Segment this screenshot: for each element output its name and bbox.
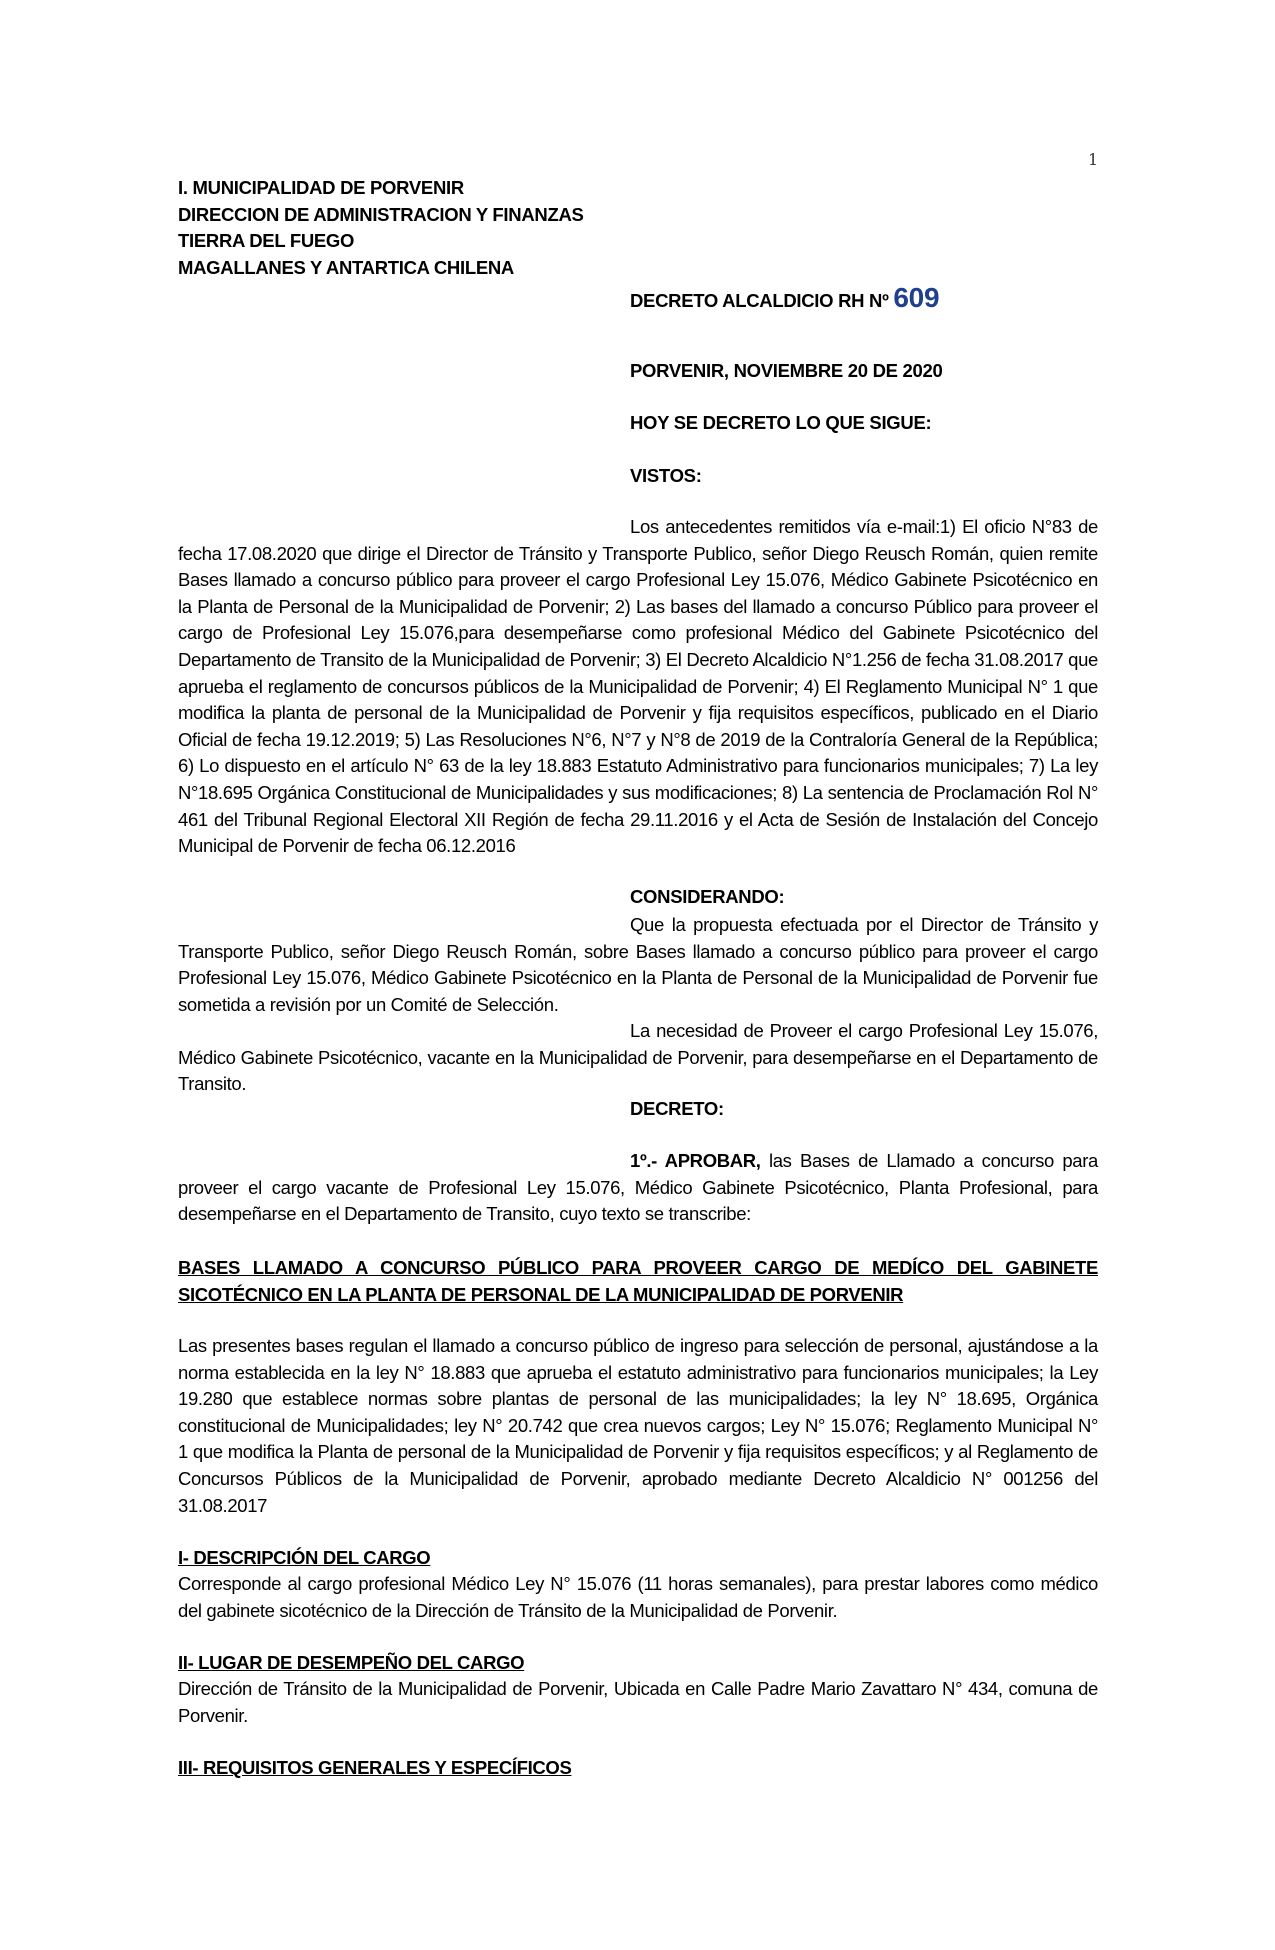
bases-intro: Las presentes bases regulan el llamado a concurso público de ingreso para selección de personal, ajustándose a la norma establecida en la ley N° 18.883 que aprueba el estatuto administrativo para funcionarios municipales; la Ley 19.280 que establece normas sobre plantas de personal de las municipalidades; la ley N° 18.695, Orgánica constitucional de Municipalidades; ley N° 20.742 que crea nuevos cargos; Ley N° 15.076; Reglamento Municipal N° 1 que modifica la Planta de personal de la Municipalidad de Porvenir y fija requisitos específicos; y al Reglamento de Concursos Públicos de la Municipalidad de Porvenir, aprobado mediante Decreto Alcaldicio N° 001256 del 31.08.2017 <box>178 1335 1098 1516</box>
considerando-paragraph-1 <box>178 912 1098 1018</box>
section-2-text: Dirección de Tránsito de la Municipalidad de Porvenir, Ubicada en Calle Padre Mario Zavattaro N° 434, comuna de Porvenir. <box>178 1678 1098 1726</box>
section-3-title: III- REQUISITOS GENERALES Y ESPECÍFICOS <box>178 1757 572 1778</box>
header-line-department: DIRECCION DE ADMINISTRACION Y FINANZAS <box>178 203 584 225</box>
decree-date: PORVENIR, NOVIEMBRE 20 DE 2020 <box>630 360 943 381</box>
vistos-text: Los antecedentes remitidos vía e-mail:1) El oficio N°83 de fecha 17.08.2020 que dirige el Director de Tránsito y Transporte Publico, señor Diego Reusch Román, quien remite Bases llamado a concurso público para proveer el cargo Profesional Ley 15.076, Médico Gabinete Psicotécnico en la Planta de Personal de la Municipalidad de Porvenir; 2) Las bases del llamado a concurso Público para proveer el cargo de Profesional Ley 15.076,para desempeñarse como profesional Médico del Gabinete Psicotécnico del Departamento de Transito de la Municipalidad de Porvenir; 3) El Decreto Alcaldicio N°1.256 de fecha 31.08.2017 que aprueba el reglamento de concursos públicos de la Municipalidad de Porvenir; 4) El Reglamento Municipal N° 1 que modifica la planta de personal de la Municipalidad de Porvenir y fija requisitos específicos, publicado en el Diario Oficial de fecha 19.12.2019; 5) Las Resoluciones N°6, N°7 y N°8 de 2019 de la Contraloría General de la República; 6) Lo dispuesto en el artículo N° 63 de la ley 18.883 Estatuto Administrativo para funcionarios municipales; 7) La ley N°18.695 Orgánica Constitucional de Municipalidades y sus modificaciones; 8) La sentencia de Proclamación Rol N° 461 del Tribunal Regional Electoral XII Región de fecha 29.11.2016 y el Acta de Sesión de Instalación del Concejo Municipal de Porvenir de fecha 06.12.2016 <box>178 516 1098 857</box>
header-line-municipality: I. MUNICIPALIDAD DE PORVENIR <box>178 177 464 198</box>
header-line-country-region: MAGALLANES Y ANTARTICA CHILENA <box>178 256 514 278</box>
vistos-heading: VISTOS: <box>630 465 702 486</box>
section-1-title: I- DESCRIPCIÓN DEL CARGO <box>178 1547 431 1568</box>
considerando-paragraph-2 <box>178 1018 1098 1098</box>
page-number: 1 <box>1088 150 1099 169</box>
article-1-paragraph <box>178 1148 1098 1228</box>
considerando-text-1: Que la propuesta efectuada por el Director de Tránsito y Transporte Publico, señor Diego Reusch Román, sobre Bases llamado a concurso público para proveer el cargo Profesional Ley 15.076, Médico Gabinete Psicotécnico en la Planta de Personal de la Municipalidad de Porvenir fue sometida a revisión por un Comité de Selección. <box>178 914 1098 1015</box>
decree-label: DECRETO ALCALDICIO RH Nº <box>630 290 894 311</box>
decreto-heading: DECRETO: <box>630 1098 724 1119</box>
article-1-text: las Bases de Llamado a concurso para proveer el cargo vacante de Profesional Ley 15.076, Médico Gabinete Psicotécnico, Planta Profesional, para desempeñarse en el Departamento de Transito, cuyo texto se transcribe: <box>178 1150 1098 1225</box>
vistos-paragraph <box>178 514 1098 860</box>
section-2-title: II- LUGAR DE DESEMPEÑO DEL CARGO <box>178 1652 525 1673</box>
section-1-text: Corresponde al cargo profesional Médico Ley N° 15.076 (11 horas semanales), para prestar labores como médico del gabinete sicotécnico de la Dirección de Tránsito de la Municipalidad de Porvenir. <box>178 1573 1098 1621</box>
decree-title <box>630 282 939 314</box>
considerando-text-2: La necesidad de Proveer el cargo Profesional Ley 15.076, Médico Gabinete Psicotécnico, vacante en la Municipalidad de Porvenir, para desempeñarse en el Departamento de Transito. <box>178 1020 1098 1095</box>
header-line-region: TIERRA DEL FUEGO <box>178 230 355 251</box>
article-1-label: 1º.- APROBAR, <box>630 1150 761 1171</box>
decree-number: 609 <box>893 282 940 313</box>
decree-today: HOY SE DECRETO LO QUE SIGUE: <box>630 412 932 433</box>
letterhead <box>178 175 584 281</box>
considerando-heading: CONSIDERANDO: <box>630 886 785 907</box>
bases-title: BASES LLAMADO A CONCURSO PÚBLICO PARA PROVEER CARGO DE MEDÍCO DEL GABINETE SICOTÉCNICO EN LA PLANTA DE PERSONAL DE LA MUNICIPALIDAD DE PORVENIR <box>178 1257 1098 1305</box>
article-1 <box>178 1148 1098 1228</box>
